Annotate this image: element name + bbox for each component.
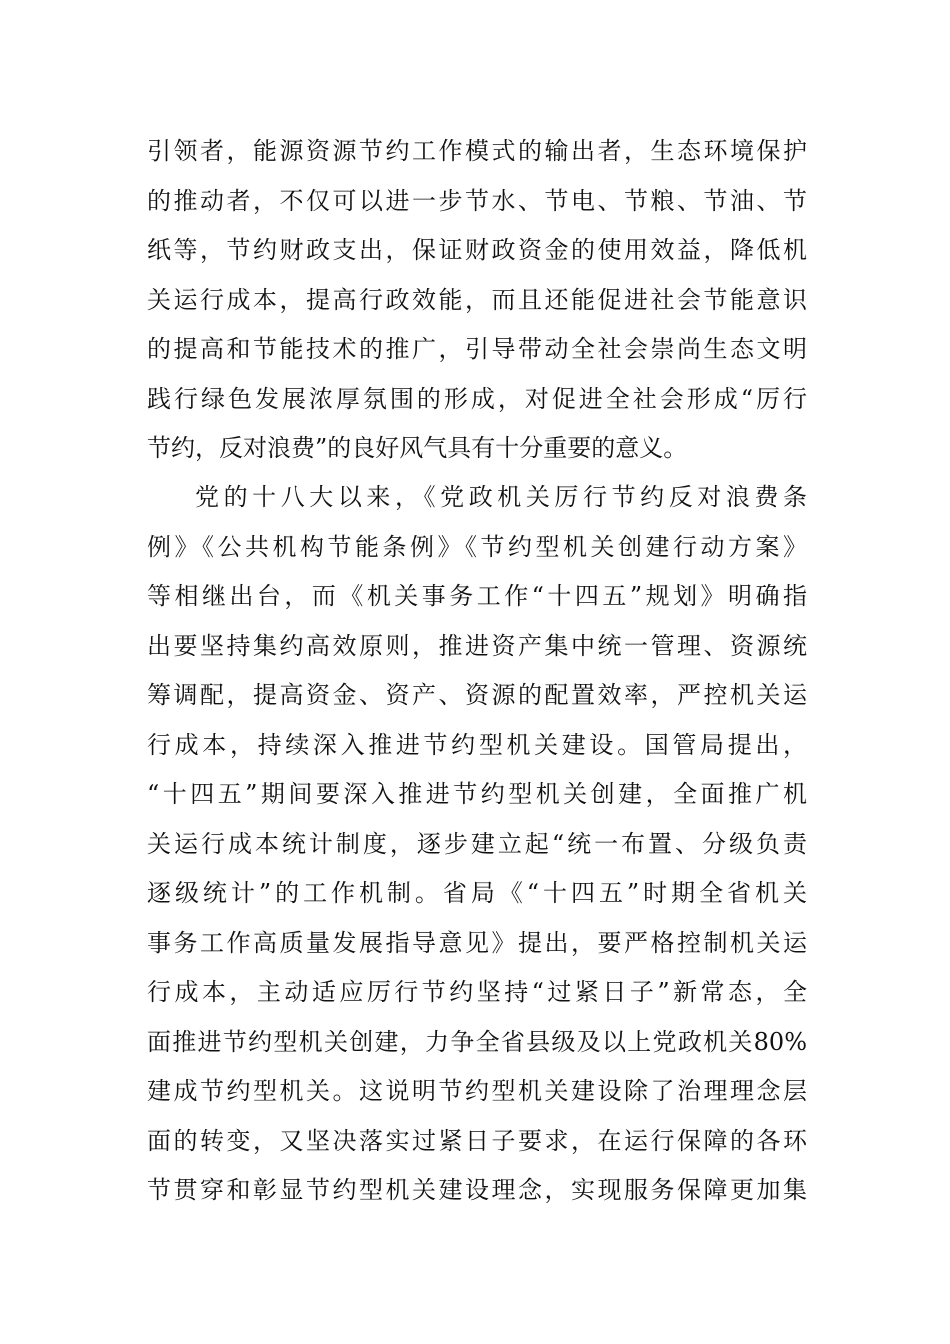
paragraph-line: “十四五”期间要深入推进节约型机关创建，全面推广机 (147, 780, 807, 808)
paragraph-2 (147, 473, 807, 1216)
paragraph-line: 关运行成本统计制度，逐步建立起“统一布置、分级负责 (147, 829, 807, 858)
paragraph-line: 引领者，能源资源节约工作模式的输出者，生态环境保护 (147, 137, 807, 165)
paragraph-line: 事务工作高质量发展指导意见》提出，要严格控制机关运 (147, 928, 807, 957)
paragraph-line: 例》《公共机构节能条例》《节约型机关创建行动方案》 (147, 532, 807, 561)
paragraph-line: 纸等，节约财政支出，保证财政资金的使用效益，降低机 (147, 236, 807, 264)
paragraph-line: 党的十八大以来，《党政机关厉行节约反对浪费条 (195, 483, 807, 511)
paragraph-line: 节约，反对浪费”的良好风气具有十分重要的意义。 (147, 434, 688, 462)
paragraph-line: 等相继出台，而《机关事务工作“十四五”规划》明确指 (147, 582, 807, 610)
paragraph-line: 关运行成本，提高行政效能，而且还能促进社会节能意识 (147, 285, 807, 314)
paragraph-1 (147, 127, 807, 474)
paragraph-line: 的提高和节能技术的推广，引导带动全社会崇尚生态文明 (147, 335, 807, 363)
paragraph-line: 建成节约型机关。这说明节约型机关建设除了治理理念层 (147, 1077, 807, 1105)
paragraph-line: 面推进节约型机关创建，力争全省县级及以上党政机关80% (147, 1027, 807, 1056)
paragraph-line: 节贯穿和彰显节约型机关建设理念，实现服务保障更加集 (147, 1176, 807, 1204)
paragraph-line: 行成本，主动适应厉行节约坚持“过紧日子”新常态，全 (147, 978, 807, 1006)
paragraph-line: 践行绿色发展浓厚氛围的形成，对促进全社会形成“厉行 (147, 384, 807, 413)
paragraph-line: 逐级统计”的工作机制。省局《“十四五”时期全省机关 (147, 879, 807, 907)
paragraph-line: 行成本，持续深入推进节约型机关建设。国管局提出， (147, 730, 807, 759)
paragraph-line: 出要坚持集约高效原则，推进资产集中统一管理、资源统 (147, 631, 807, 660)
paragraph-line: 面的转变，又坚决落实过紧日子要求，在运行保障的各环 (147, 1126, 807, 1155)
paragraph-line: 的推动者，不仅可以进一步节水、节电、节粮、节油、节 (147, 186, 807, 215)
paragraph-line: 筹调配，提高资金、资产、资源的配置效率，严控机关运 (147, 681, 807, 709)
